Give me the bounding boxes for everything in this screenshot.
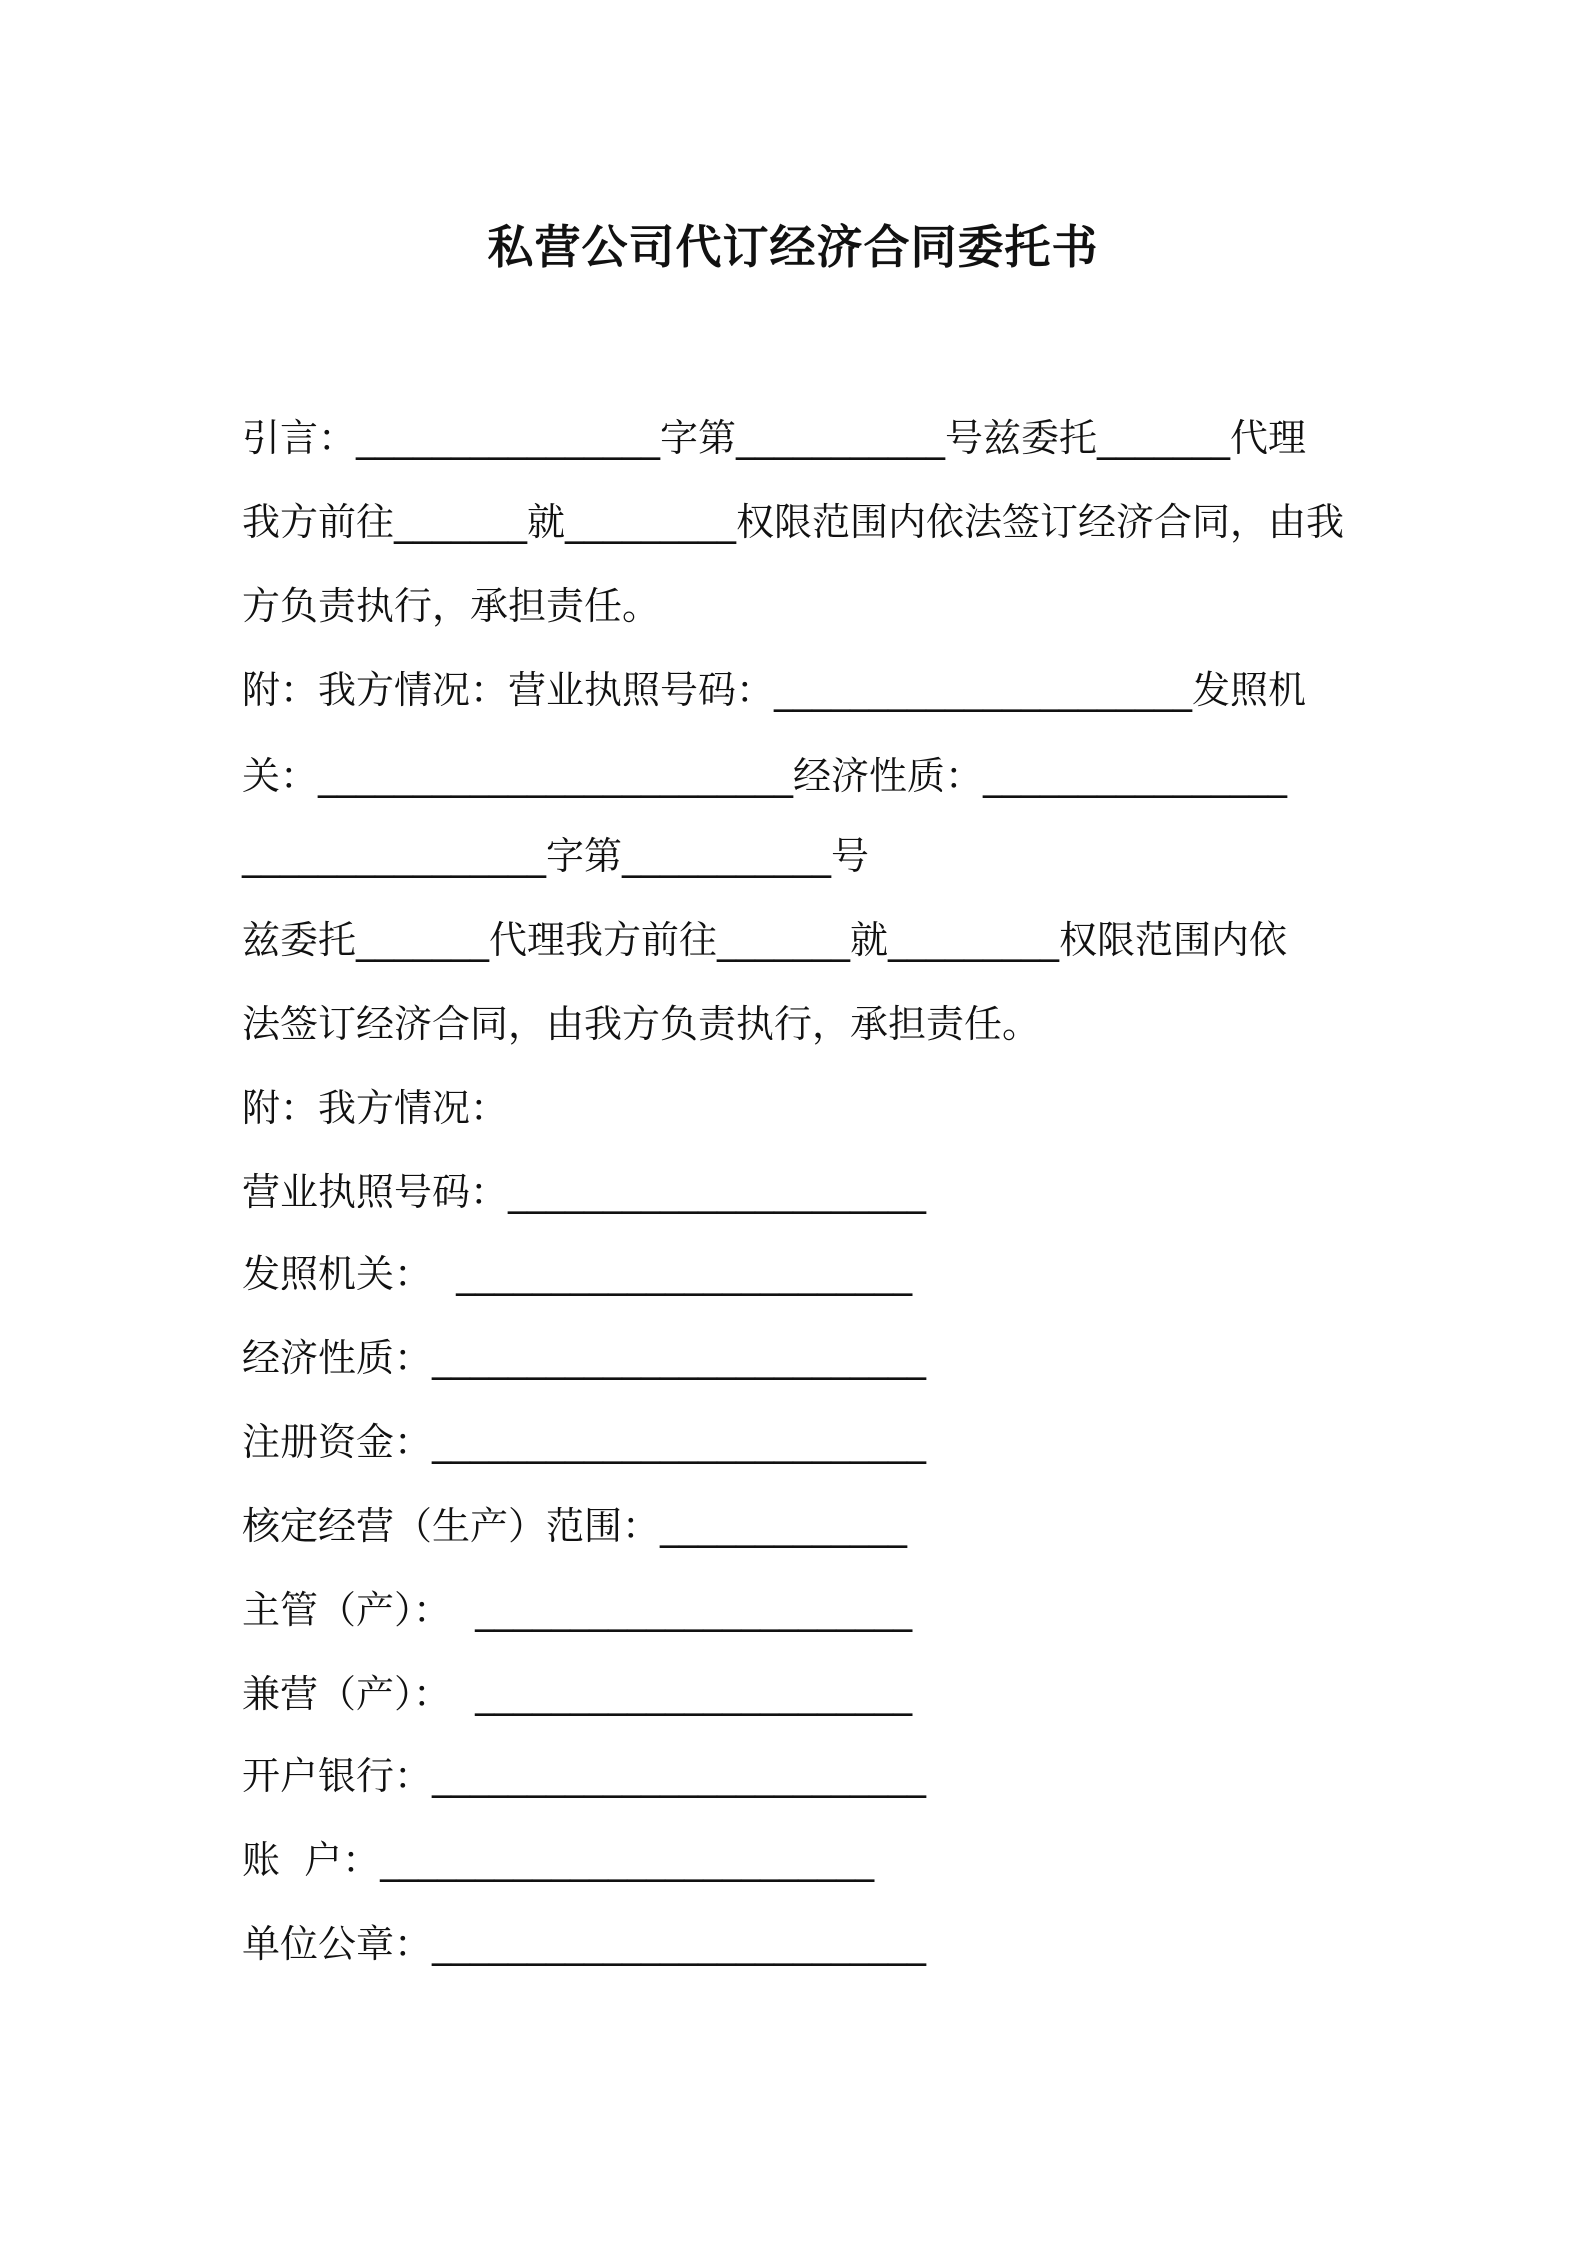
body-line-5: 关：_________________________经济性质：________________: [242, 754, 1288, 798]
field-bank: 开户银行：__________________________: [242, 1754, 927, 1798]
field-company-seal: 单位公章：__________________________: [242, 1922, 927, 1966]
field-business-scope: 核定经营（生产）范围：_____________: [242, 1504, 908, 1548]
document-title: 私营公司代订经济合同委托书: [487, 220, 1099, 274]
field-account: 账 户：__________________________: [242, 1838, 875, 1882]
body-line-9: 附：我方情况：: [242, 1086, 509, 1130]
field-side-products: 兼营（产）： _______________________: [242, 1672, 913, 1716]
body-line-4: 附：我方情况：营业执照号码：______________________发照机: [242, 668, 1307, 712]
body-line-3: 方负责执行，承担责任。: [242, 584, 661, 628]
body-line-8: 法签订经济合同，由我方负责执行，承担责任。: [242, 1002, 1041, 1046]
field-registered-capital: 注册资金：__________________________: [242, 1420, 927, 1464]
body-line-6: ________________字第___________号: [242, 834, 870, 878]
field-business-license-number: 营业执照号码：______________________: [242, 1170, 927, 1214]
field-issuing-authority: 发照机关： ________________________: [242, 1252, 913, 1296]
body-line-7: 兹委托_______代理我方前往_______就_________权限范围内依: [242, 918, 1288, 962]
body-line-2: 我方前往_______就_________权限范围内依法签订经济合同，由我: [242, 500, 1345, 544]
field-main-products: 主管（产）： _______________________: [242, 1588, 913, 1632]
body-line-1: 引言：________________字第___________号兹委托_______代理: [242, 416, 1307, 460]
field-economic-nature: 经济性质：__________________________: [242, 1336, 927, 1380]
